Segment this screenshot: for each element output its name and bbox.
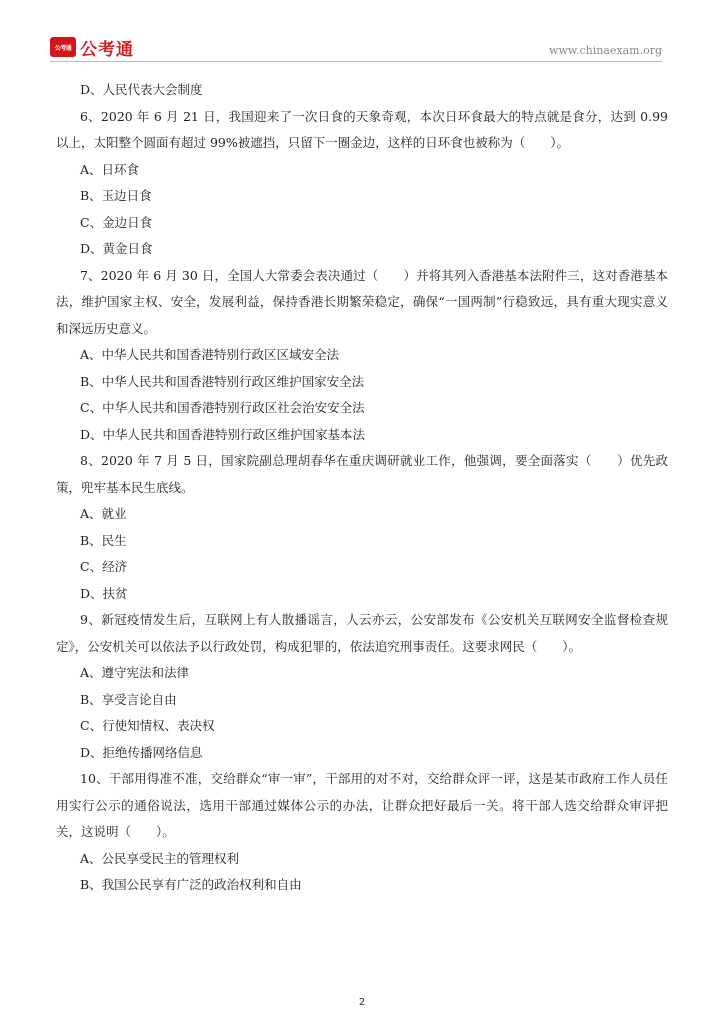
question-8-option-d: D、扶贫 <box>80 585 128 601</box>
question-7-option-c: C、中华人民共和国香港特别行政区社会治安安全法 <box>80 400 365 415</box>
question-8: 8、2020 年 7 月 5 日，国家院副总理胡春华在重庆调研就业工作，他强调，要全面落实（ ）优先政策，兜牢基本民生底线。 <box>56 453 668 495</box>
page-number: 2 <box>358 997 366 1008</box>
question-6-option-d: D、黄金日食 <box>80 241 153 256</box>
question-8-option-a: A、就业 <box>80 506 127 521</box>
question-9-option-a: A、遵守宪法和法律 <box>80 665 190 680</box>
question-8-option-c: C、经济 <box>80 559 128 574</box>
question-10-option-b: B、我国公民享有广泛的政治权利和自由 <box>80 877 302 892</box>
question-9-option-d: D、拒绝传播网络信息 <box>80 744 203 760</box>
question-10-option-a: A、公民享受民主的管理权利 <box>80 850 240 866</box>
question-8-option-b: B、民生 <box>80 532 127 548</box>
question-7-option-d: D、中华人民共和国香港特别行政区维护国家基本法 <box>80 426 366 442</box>
header-divider <box>50 61 662 62</box>
question-10: 10、干部用得准不准，交给群众“审一审”，干部用的对不对，交给群众评一评，这是某市政府工作人员任用实行公示的通俗说法，选用干部通过媒体公示的办法，让群众把好最后一关。将干部人选交给群众审评把关，这说明（ ）。 <box>56 771 668 839</box>
question-9: 9、新冠疫情发生后，互联网上有人散播谣言，人云亦云，公安部发布《公安机关互联网安全监督检查规定》，公安机关可以依法予以行政处罚，构成犯罪的，依法追究刑事责任。这要求网民（ ）。 <box>56 612 668 654</box>
question-6: 6、2020 年 6 月 21 日，我国迎来了一次日食的天象奇观，本次日环食最大的特点就是食分，达到 0.99 以上，太阳整个圆面有超过 99%被遮挡，只留下一圈金边，这样的日环食也被称为（ ）。 <box>56 108 668 150</box>
document-body <box>56 77 668 899</box>
question-7-option-a: A、中华人民共和国香港特别行政区区域安全法 <box>80 347 340 362</box>
question-9-option-c: C、行使知情权、表决权 <box>80 718 215 733</box>
brand-logo[interactable] <box>50 36 134 58</box>
question-7: 7、2020 年 6 月 30 日，全国人大常委会表决通过（ ）并将其列入香港基本法附件三，这对香港基本法，维护国家主权、安全，发展利益，保持香港长期繁荣稳定，确保“一国两制”行稳致远，具有重大现实意义和深远历史意义。 <box>56 267 668 336</box>
option-text: D、人民代表大会制度 <box>80 82 203 97</box>
site-url[interactable]: www.chinaexam.org <box>549 44 662 57</box>
question-6-option-c: C、金边日食 <box>80 214 153 230</box>
question-6-option-a: A、日环食 <box>80 161 140 177</box>
question-6-option-b: B、玉边日食 <box>80 188 152 203</box>
logo-badge: 公考通 <box>50 37 76 57</box>
page-header <box>50 30 662 62</box>
question-7-option-b: B、中华人民共和国香港特别行政区维护国家安全法 <box>80 373 365 389</box>
logo-text: 公考通 <box>80 39 134 60</box>
question-9-option-b: B、享受言论自由 <box>80 691 177 707</box>
